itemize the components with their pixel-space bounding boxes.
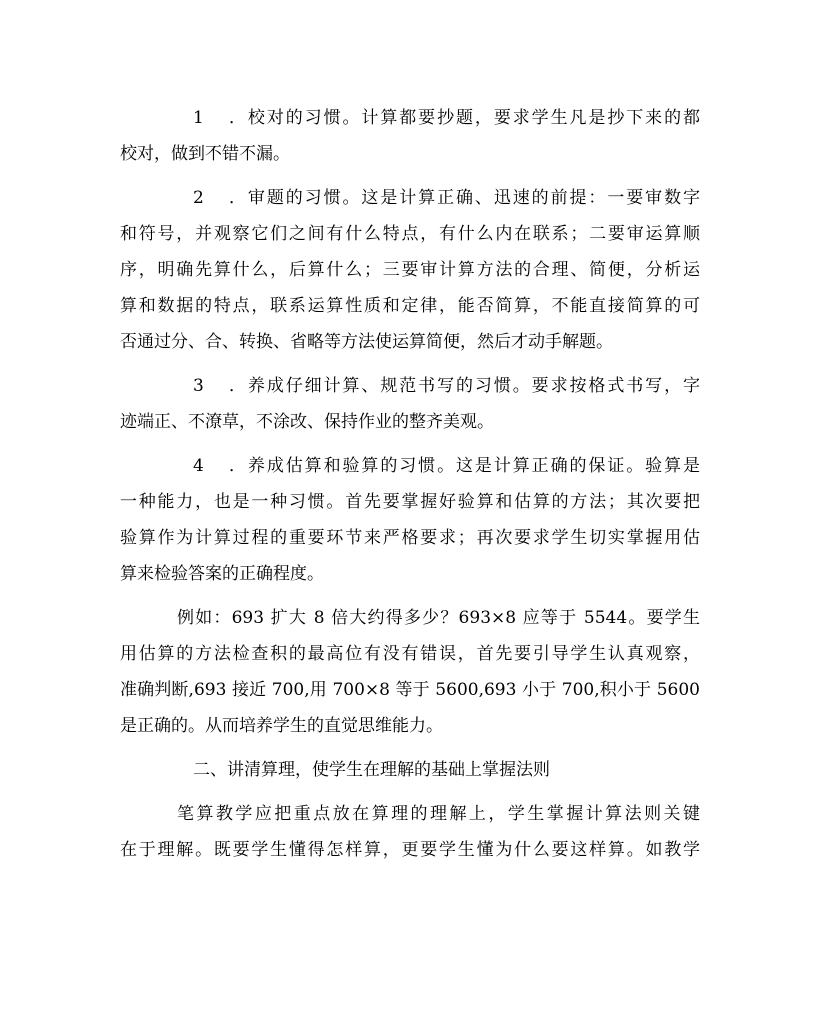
paragraph-text: 审题的习惯。这是计算正确、迅速的前提：一要审数字: [246, 188, 700, 208]
paragraph-line: [120, 368, 700, 404]
paragraph-line: [120, 180, 700, 216]
paragraph-number: 3．: [193, 376, 246, 396]
paragraph-line: 验算作为计算过程的重要环节来严格要求；再次要求学生切实掌握用估: [120, 528, 700, 548]
numbered-paragraph-2: [120, 180, 700, 360]
paragraph-line: 算来检验答案的正确程度。: [120, 564, 324, 584]
paragraph-line: 迹端正、不潦草，不涂改、保持作业的整齐美观。: [120, 412, 494, 432]
paragraph-text: 校对的习惯。计算都要抄题，要求学生凡是抄下来的都: [246, 108, 700, 128]
paragraph-line: [120, 448, 700, 484]
paragraph-line: 否通过分、合、转换、省略等方法使运算简便，然后才动手解题。: [120, 332, 613, 352]
section-heading: 二、讲清算理，使学生在理解的基础上掌握法则: [193, 760, 550, 780]
numbered-paragraph-1: [120, 100, 700, 172]
paragraph-line: 例如：693 扩大 8 倍大约得多少？693×8 应等于 5544。要学生: [177, 608, 700, 628]
paragraph-line: 笔算教学应把重点放在算理的理解上，学生掌握计算法则关键: [177, 804, 700, 824]
numbered-paragraph-3: [120, 368, 700, 440]
paragraph-line: 校对，做到不错不漏。: [120, 144, 290, 164]
paragraph-text: 养成估算和验算的习惯。这是计算正确的保证。验算是: [246, 456, 700, 476]
paragraph-line: 一种能力，也是一种习惯。首先要掌握好验算和估算的方法；其次要把: [120, 492, 700, 512]
closing-paragraph: [120, 796, 700, 868]
paragraph-number: 2．: [193, 188, 246, 208]
paragraph-line: [120, 100, 700, 136]
example-paragraph: [120, 600, 700, 744]
paragraph-line: 是正确的。从而培养学生的直觉思维能力。: [120, 716, 443, 736]
section-heading-block: [120, 752, 700, 788]
document-body: [120, 100, 700, 868]
paragraph-text: 养成仔细计算、规范书写的习惯。要求按格式书写，字: [246, 376, 700, 396]
numbered-paragraph-4: [120, 448, 700, 592]
paragraph-line: 算和数据的特点，联系运算性质和定律，能否简算，不能直接简算的可: [120, 296, 700, 316]
paragraph-number: 1．: [193, 108, 246, 128]
paragraph-line: 序，明确先算什么，后算什么；三要审计算方法的合理、简便，分析运: [120, 260, 700, 280]
paragraph-number: 4．: [193, 456, 246, 476]
paragraph-line: 准确判断,693 接近 700,用 700×8 等于 5600,693 小于 700,积小于 5600: [120, 680, 700, 700]
paragraph-line: 用估算的方法检查积的最高位有没有错误，首先要引导学生认真观察，: [120, 644, 700, 664]
paragraph-line: 在于理解。既要学生懂得怎样算，更要学生懂为什么要这样算。如教学: [120, 840, 700, 860]
paragraph-line: 和符号，并观察它们之间有什么特点，有什么内在联系；二要审运算顺: [120, 224, 700, 244]
